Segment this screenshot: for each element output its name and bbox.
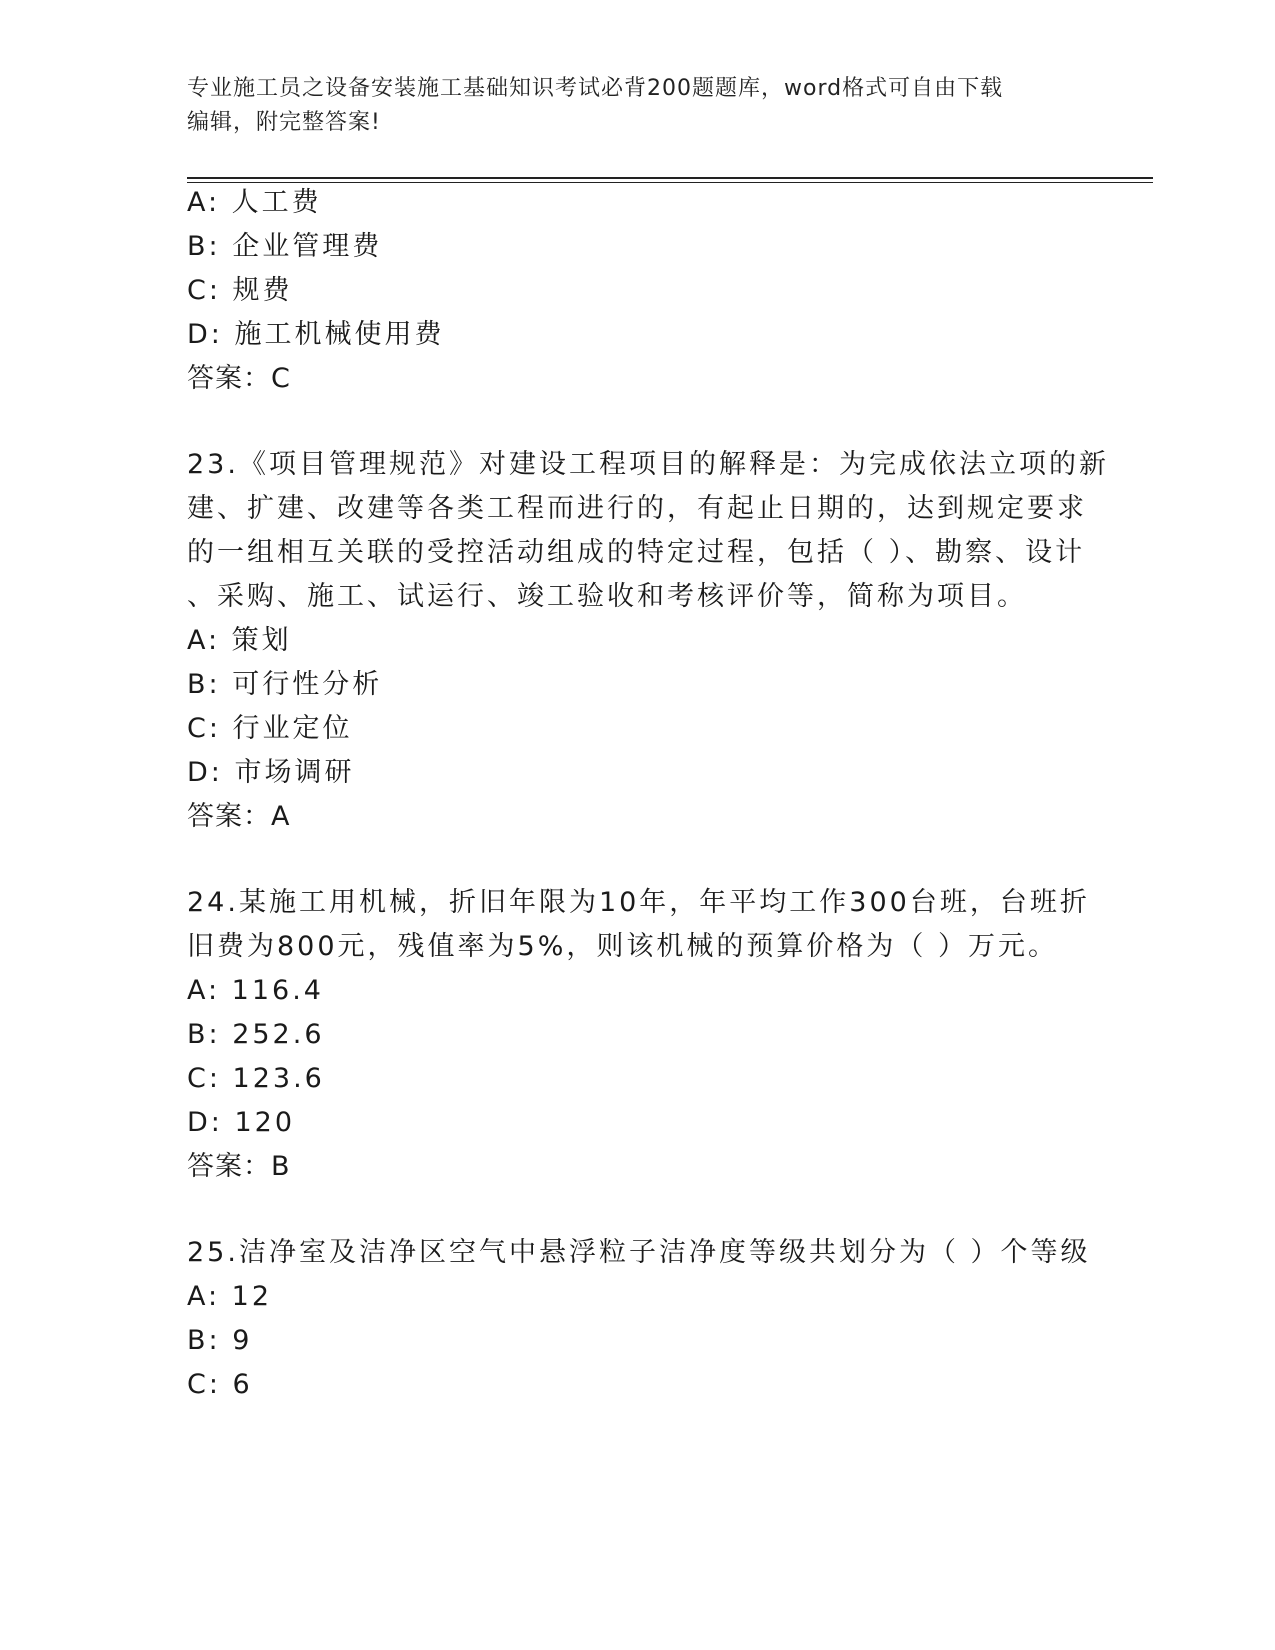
q23-option-c: C: 行业定位	[187, 713, 353, 744]
q22-answer: 答案：C	[187, 363, 291, 394]
q24-option-b: B: 252.6	[187, 1019, 325, 1050]
q23-answer: 答案：A	[187, 801, 291, 832]
header-line-2: 编辑，附完整答案!	[187, 110, 381, 135]
q23-stem-line-3: 的一组相互关联的受控活动组成的特定过程，包括（ ）、勘察、设计	[187, 537, 1086, 568]
q24-option-a: A: 116.4	[187, 975, 324, 1006]
document-header	[187, 72, 1067, 140]
q22-option-b: B: 企业管理费	[187, 231, 383, 262]
q24-answer: 答案：B	[187, 1151, 291, 1182]
q24-option-c: C: 123.6	[187, 1063, 325, 1094]
q24-option-d: D: 120	[187, 1107, 296, 1138]
q23-option-b: B: 可行性分析	[187, 669, 383, 700]
header-divider-thick	[187, 177, 1153, 179]
q22-option-a: A: 人工费	[187, 187, 322, 218]
header-line-1: 专业施工员之设备安装施工基础知识考试必背200题题库，word格式可自由下载	[187, 76, 1004, 101]
q25-option-b: B: 9	[187, 1325, 253, 1356]
q23-option-a: A: 策划	[187, 625, 292, 656]
q24-stem-line-2: 旧费为800元，残值率为5%，则该机械的预算价格为（ ）万元。	[187, 931, 1058, 962]
q23-stem-line-4: 、采购、施工、试运行、竣工验收和考核评价等，简称为项目。	[187, 581, 1027, 612]
q24-stem-line-1: 24.某施工用机械，折旧年限为10年，年平均工作300台班，台班折	[187, 887, 1090, 918]
q25-option-c: C: 6	[187, 1369, 253, 1400]
q23-stem-line-2: 建、扩建、改建等各类工程而进行的，有起止日期的，达到规定要求	[187, 493, 1087, 524]
q23-option-d: D: 市场调研	[187, 757, 355, 788]
q22-option-c: C: 规费	[187, 275, 293, 306]
q22-option-d: D: 施工机械使用费	[187, 319, 445, 350]
q23-stem-line-1: 23.《项目管理规范》对建设工程项目的解释是：为完成依法立项的新	[187, 449, 1109, 480]
q25-stem-line-1: 25.洁净室及洁净区空气中悬浮粒子洁净度等级共划分为（ ）个等级	[187, 1237, 1091, 1268]
q25-option-a: A: 12	[187, 1281, 273, 1312]
header-divider-thin	[187, 182, 1153, 183]
